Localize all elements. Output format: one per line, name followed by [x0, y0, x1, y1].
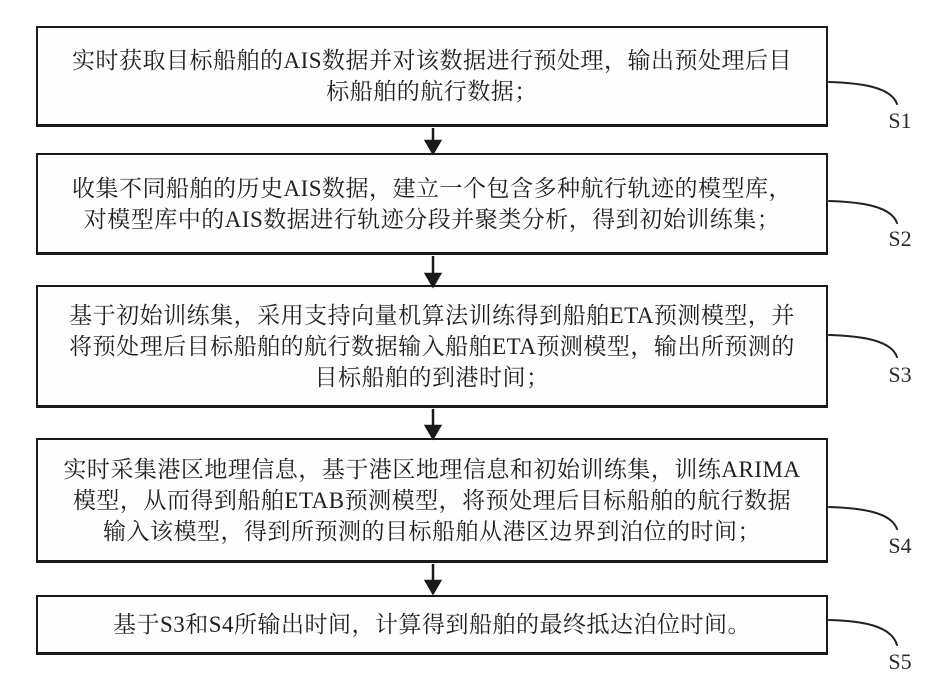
step-text-line: 实时获取目标船舶的AIS数据并对该数据进行预处理，输出预处理后目 — [71, 48, 793, 73]
step-box-s2 — [36, 153, 828, 255]
step-text-line: 输入该模型，得到所预测的目标船舶从港区边界到泊位的时间； — [103, 518, 761, 544]
step-label-s4: S4 — [888, 533, 912, 558]
connector-curve-s4 — [829, 507, 897, 529]
step-text-line: 收集不同船舶的历史AIS数据，建立一个包含多种航行轨迹的模型库， — [71, 175, 793, 201]
step-label-s3: S3 — [888, 362, 912, 387]
connector-curve-s3 — [829, 335, 897, 357]
connector-curve-s1 — [829, 82, 897, 104]
step-label-s2: S2 — [888, 226, 912, 251]
step-label-s5: S5 — [888, 649, 912, 674]
step-text-line: 对模型库中的AIS数据进行轨迹分段并聚类分析，得到初始训练集； — [83, 206, 781, 232]
step-text-line: 实时采集港区地理信息，基于港区地理信息和初始训练集，训练ARIMA — [63, 456, 801, 482]
step-box-s1 — [36, 26, 828, 127]
flow-arrow-4-5 — [426, 564, 440, 593]
connector-curve-s5 — [829, 620, 897, 645]
flow-arrow-2-3 — [426, 256, 440, 286]
step-text-line: 标船舶的航行数据； — [326, 79, 538, 104]
step-box-s4 — [36, 438, 828, 563]
connector-curve-s2 — [829, 201, 897, 223]
step-text-line: 基于初始训练集，采用支持向量机算法训练得到船舶ETA预测模型，并 — [69, 302, 795, 328]
step-box-s3 — [36, 285, 828, 408]
step-text-line: 将预处理后目标船舶的航行数据输入船舶ETA预测模型，输出所预测的 — [69, 333, 795, 359]
step-box-s5 — [36, 595, 828, 655]
flow-arrow-1-2 — [426, 128, 440, 153]
step-label-s1: S1 — [888, 108, 912, 133]
step-text-line: 目标船舶的到港时间； — [314, 364, 550, 390]
flow-arrow-3-4 — [426, 409, 440, 438]
step-text-line: 模型，从而得到船舶ETAB预测模型，将预处理后目标船舶的航行数据 — [72, 487, 792, 513]
step-text-line: 基于S3和S4所输出时间，计算得到船舶的最终抵达泊位时间。 — [112, 612, 752, 637]
